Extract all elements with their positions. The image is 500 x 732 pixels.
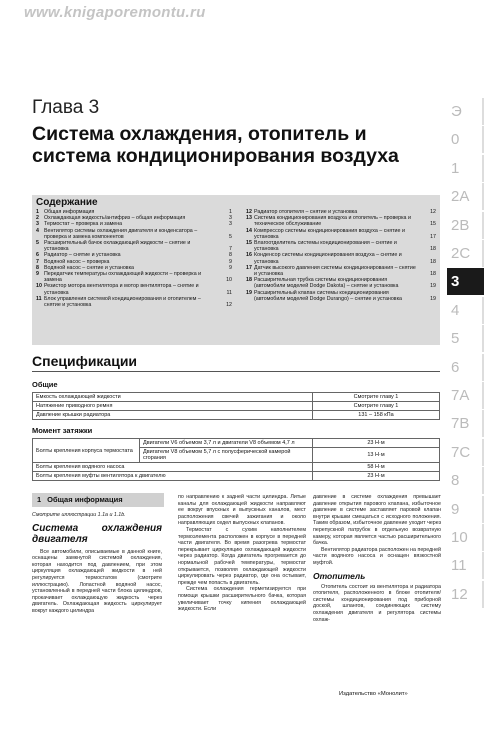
toc-item-page: 1 bbox=[229, 209, 232, 215]
toc-item-page: 18 bbox=[430, 271, 436, 278]
toc-item-page: 12 bbox=[226, 302, 232, 309]
chapter-tab[interactable]: 4 bbox=[447, 297, 484, 324]
chapter-tab[interactable]: 2B bbox=[447, 212, 484, 239]
toc-item-number: 13 bbox=[246, 215, 252, 222]
paragraph: Термостат с сухим наполнителем термоэлемента расположен в корпусе в передней части двигателя. Во время разогрева термостат перекрывает циркуляцию охлаждающей жидкости через радиатор. Когда двигатель прогревается до нормальной рабочей температуры, термостат открывается, позволяя охлаждающей жидкости циркулировать через радиатор, где она остывает, прежде чем попасть в двигатель. bbox=[178, 526, 306, 586]
toc-item-title: Расширительный клапан системы кондиционирования (автомобили моделей Dodge Durango) – снятие и установка bbox=[254, 289, 402, 302]
toc-item bbox=[36, 240, 232, 252]
chapter-tab[interactable]: Э bbox=[447, 98, 484, 125]
general-spec-table bbox=[32, 392, 440, 420]
toc-item-title: Расширительный бачок охлаждающей жидкости – снятие и установка bbox=[44, 240, 191, 253]
toc-item-number: 19 bbox=[246, 289, 252, 296]
toc-item-page: 9 bbox=[229, 258, 232, 265]
toc-item-page: 7 bbox=[229, 246, 232, 253]
toc-item-number: 14 bbox=[246, 227, 252, 234]
toc-item-page: 19 bbox=[430, 295, 436, 302]
toc-item-title: Охлаждающая жидкость/антифриз – общая информация bbox=[44, 215, 186, 222]
chapter-tab[interactable]: 2A bbox=[447, 183, 484, 210]
spec-value-cell: 131 – 158 кПа bbox=[313, 411, 440, 420]
torque-engine-cell: Двигатели V6 объемом 3,7 л и двигатели V8 объемом 4,7 л bbox=[140, 439, 313, 448]
chapter-tab[interactable]: 9 bbox=[447, 496, 484, 523]
toc-item-number: 12 bbox=[246, 209, 252, 215]
chapter-tab[interactable]: 8 bbox=[447, 467, 484, 494]
toc-item-number: 9 bbox=[36, 271, 39, 278]
paragraph: по направлению к задней части цилиндра. Литые каналы для охлаждающей жидкости направляют ее вокруг впускных и выпускных каналов, мест расположения свечей зажигания и около направляющих седел выпускных клапанов. bbox=[178, 494, 306, 527]
torque-engine-cell: Двигатели V8 объемом 5,7 л с полусферической камерой сгорания bbox=[140, 448, 313, 463]
toc-item-number: 15 bbox=[246, 240, 252, 247]
spec-value-cell: Смотрите главу 1 bbox=[313, 402, 440, 411]
toc-item-page: 10 bbox=[226, 277, 232, 284]
toc-item-title: Датчик высокого давления системы кондиционирования – снятие и установка bbox=[254, 264, 416, 278]
table-row bbox=[33, 402, 440, 411]
toc-item-page: 15 bbox=[430, 221, 436, 228]
chapter-label: Глава 3 bbox=[32, 97, 100, 118]
cooling-system-heading: Система охлаждения двигателя bbox=[32, 522, 162, 545]
chapter-tab[interactable]: 10 bbox=[447, 524, 484, 551]
toc-item-title: Блок управления системой кондиционирования и отопителем – снятие и установка bbox=[44, 295, 201, 309]
chapter-tab[interactable]: 12 bbox=[447, 581, 484, 608]
toc-heading: Содержание bbox=[36, 197, 98, 208]
chapter-tab[interactable]: 7A bbox=[447, 382, 484, 409]
spec-param-cell: Давление крышки радиатора bbox=[33, 411, 313, 420]
paragraph: Отопитель состоит из вентилятора и радиатора отопителя, расположенного в блоке отопителя/системы кондиционирования под приборной доской, шлангов, соединяющих систему охлаждения двигателя и регулятора системы охлаж- bbox=[313, 583, 441, 623]
toc-item-title: Компрессор системы кондиционирования воздуха – снятие и установка bbox=[254, 227, 405, 240]
chapter-tab[interactable]: 11 bbox=[447, 552, 484, 579]
chapter-tab[interactable]: 7B bbox=[447, 410, 484, 437]
toc-item-number: 5 bbox=[36, 240, 39, 247]
torque-value-cell: 58 Н·м bbox=[313, 463, 440, 472]
toc-item-title: Радиатор отопителя – снятие и установка bbox=[254, 209, 358, 215]
chapter-tab[interactable]: 3 bbox=[447, 268, 484, 295]
chapter-tab[interactable]: 0 bbox=[447, 126, 484, 153]
table-row bbox=[33, 411, 440, 420]
page-title: Система охлаждения, отопитель и система кондиционирования воздуха bbox=[32, 123, 399, 167]
toc-item-title: Передатчик температуры охлаждающей жидкости – проверка и замена bbox=[44, 271, 202, 284]
torque-heading: Момент затяжки bbox=[32, 426, 93, 435]
toc-item-page: 8 bbox=[229, 252, 232, 259]
toc-item bbox=[36, 296, 232, 308]
toc-item bbox=[246, 265, 436, 277]
paragraph: Все автомобили, описываемые в данной книге, оснащены замкнутой системой охлаждения, которая находится под давлением, при этом циркуляция охлаждающей жидкости в ней регулируется термостатом (смотрите иллюстрацию). Лопастной водяной насос, установленный в передней части блока цилиндров, прокачивает охлаждающую жидкость через двигатель. Охлаждающая жидкость циркулирует вокруг каждого цилиндра bbox=[32, 548, 162, 614]
spec-value-cell: Смотрите главу 1 bbox=[313, 393, 440, 402]
section-title: Общая информация bbox=[47, 495, 123, 504]
toc-item-number: 11 bbox=[36, 295, 42, 302]
illustration-note: Смотрите иллюстрации 1.1а и 1.1b. bbox=[32, 512, 126, 518]
toc-item bbox=[246, 215, 436, 227]
torque-param-cell: Болты крепления водяного насоса bbox=[33, 463, 313, 472]
torque-value-cell: 13 Н·м bbox=[313, 448, 440, 463]
watermark: www.knigaporemontu.ru bbox=[24, 4, 206, 21]
toc-item-page: 18 bbox=[430, 258, 436, 265]
section-header bbox=[32, 493, 164, 507]
toc-item-number: 18 bbox=[246, 277, 252, 284]
table-row bbox=[33, 393, 440, 402]
toc-item bbox=[246, 252, 436, 264]
toc-item-number: 8 bbox=[36, 264, 39, 271]
paragraph: давление в системе охлаждения превышает давление открытия парового клапана, избыточное давление в системе заставляет паровой клапан внутри крышки смещаться с исходного положения. Таким образом, избыточное давление уходит через перепускной патрубок в отдельную возвратную камеру, которая является частью расширительного бачка. bbox=[313, 494, 441, 547]
toc-item-page: 5 bbox=[229, 233, 232, 240]
toc-item-title: Влагоотделитель системы кондиционирования – снятие и установка bbox=[254, 240, 397, 253]
toc-item-title: Термостат – проверка и замена bbox=[44, 221, 123, 228]
toc-item-title: Система кондиционирования воздуха и отопитель – проверка и техническое обслуживание bbox=[254, 215, 411, 228]
chapter-tab[interactable]: 6 bbox=[447, 354, 484, 381]
toc-item-title: Конденсор системы кондиционирования воздуха – снятие и установка bbox=[254, 252, 402, 265]
toc-item-number: 6 bbox=[36, 252, 39, 259]
toc-item-page: 11 bbox=[226, 289, 232, 296]
table-row bbox=[33, 439, 440, 448]
toc-item-title: Водяной насос – снятие и установка bbox=[44, 264, 134, 271]
spec-param-cell: Натяжение приводного ремня bbox=[33, 402, 313, 411]
toc-item-title: Резистор мотора вентилятора и мотор вентилятора – снятие и установка bbox=[44, 283, 199, 296]
toc-left-column bbox=[36, 209, 232, 308]
publisher-footer: Издательство «Монолит» bbox=[339, 691, 408, 697]
torque-value-cell: 23 Н·м bbox=[313, 472, 440, 481]
heater-heading: Отопитель bbox=[313, 570, 366, 581]
toc-item-title: Радиатор – снятие и установка bbox=[44, 252, 121, 259]
specifications-title: Спецификации bbox=[32, 353, 138, 369]
toc-item-number: 10 bbox=[36, 283, 42, 290]
toc-item-number: 17 bbox=[246, 264, 252, 271]
toc-item bbox=[246, 228, 436, 240]
toc-item-number: 3 bbox=[36, 221, 39, 228]
text-column-2 bbox=[178, 494, 306, 613]
toc-item-page: 12 bbox=[430, 209, 436, 215]
toc-item bbox=[36, 271, 232, 283]
chapter-tab[interactable]: 2C bbox=[447, 240, 484, 267]
toc-item-page: 3 bbox=[229, 215, 232, 222]
torque-table bbox=[32, 438, 440, 481]
chapter-tab[interactable]: 5 bbox=[447, 325, 484, 352]
general-heading: Общие bbox=[32, 380, 58, 389]
torque-value-cell: 23 Н·м bbox=[313, 439, 440, 448]
toc-item-title: Водяной насос – проверка bbox=[44, 258, 110, 265]
toc-item bbox=[246, 240, 436, 252]
toc-item bbox=[246, 277, 436, 289]
toc-item bbox=[36, 283, 232, 295]
spec-param-cell: Емкость охлаждающей жидкости bbox=[33, 393, 313, 402]
toc-right-column bbox=[246, 209, 436, 302]
toc-item-page: 17 bbox=[430, 233, 436, 240]
toc-item bbox=[36, 228, 232, 240]
toc-item-number: 1 bbox=[36, 209, 39, 215]
table-of-contents bbox=[32, 195, 440, 345]
toc-item-page: 18 bbox=[430, 246, 436, 253]
chapter-tab[interactable]: 7C bbox=[447, 439, 484, 466]
paragraph: Система охлаждения герметизируется при помощи крышки расширительного бачка, которая увеличивает точку кипения охлаждающей жидкости. Если bbox=[178, 586, 306, 613]
toc-item-title: Общая информация bbox=[44, 209, 95, 215]
toc-item-number: 4 bbox=[36, 227, 39, 234]
toc-item bbox=[246, 290, 436, 302]
thermostat-bolts-label: Болты крепления корпуса термостата bbox=[33, 439, 140, 463]
toc-item-page: 19 bbox=[430, 283, 436, 290]
toc-item-title: Вентилятор системы охлаждения двигателя и конденсатора – проверка и замена компонентов bbox=[44, 227, 198, 240]
section-number: 1 bbox=[37, 495, 42, 504]
paragraph: Вентилятор радиатора расположен на передней части водяного насоса и оснащен вязкостной муфтой. bbox=[313, 546, 441, 566]
text-column-1 bbox=[32, 512, 162, 615]
table-row bbox=[33, 472, 440, 481]
toc-item-page: 3 bbox=[229, 221, 232, 228]
toc-item-number: 7 bbox=[36, 258, 39, 265]
table-row bbox=[33, 463, 440, 472]
toc-item-number: 2 bbox=[36, 215, 39, 222]
chapter-tab[interactable]: 1 bbox=[447, 155, 484, 182]
text-column-3 bbox=[313, 494, 441, 623]
toc-item-title: Расширительная трубка системы кондиционирования (автомобили моделей Dodge Dakota) – снятие и установка bbox=[254, 277, 399, 290]
toc-item-page: 9 bbox=[229, 264, 232, 271]
toc-item-number: 16 bbox=[246, 252, 252, 259]
spec-divider bbox=[32, 371, 440, 372]
torque-param-cell: Болты крепления муфты вентилятора к двигателю bbox=[33, 472, 313, 481]
